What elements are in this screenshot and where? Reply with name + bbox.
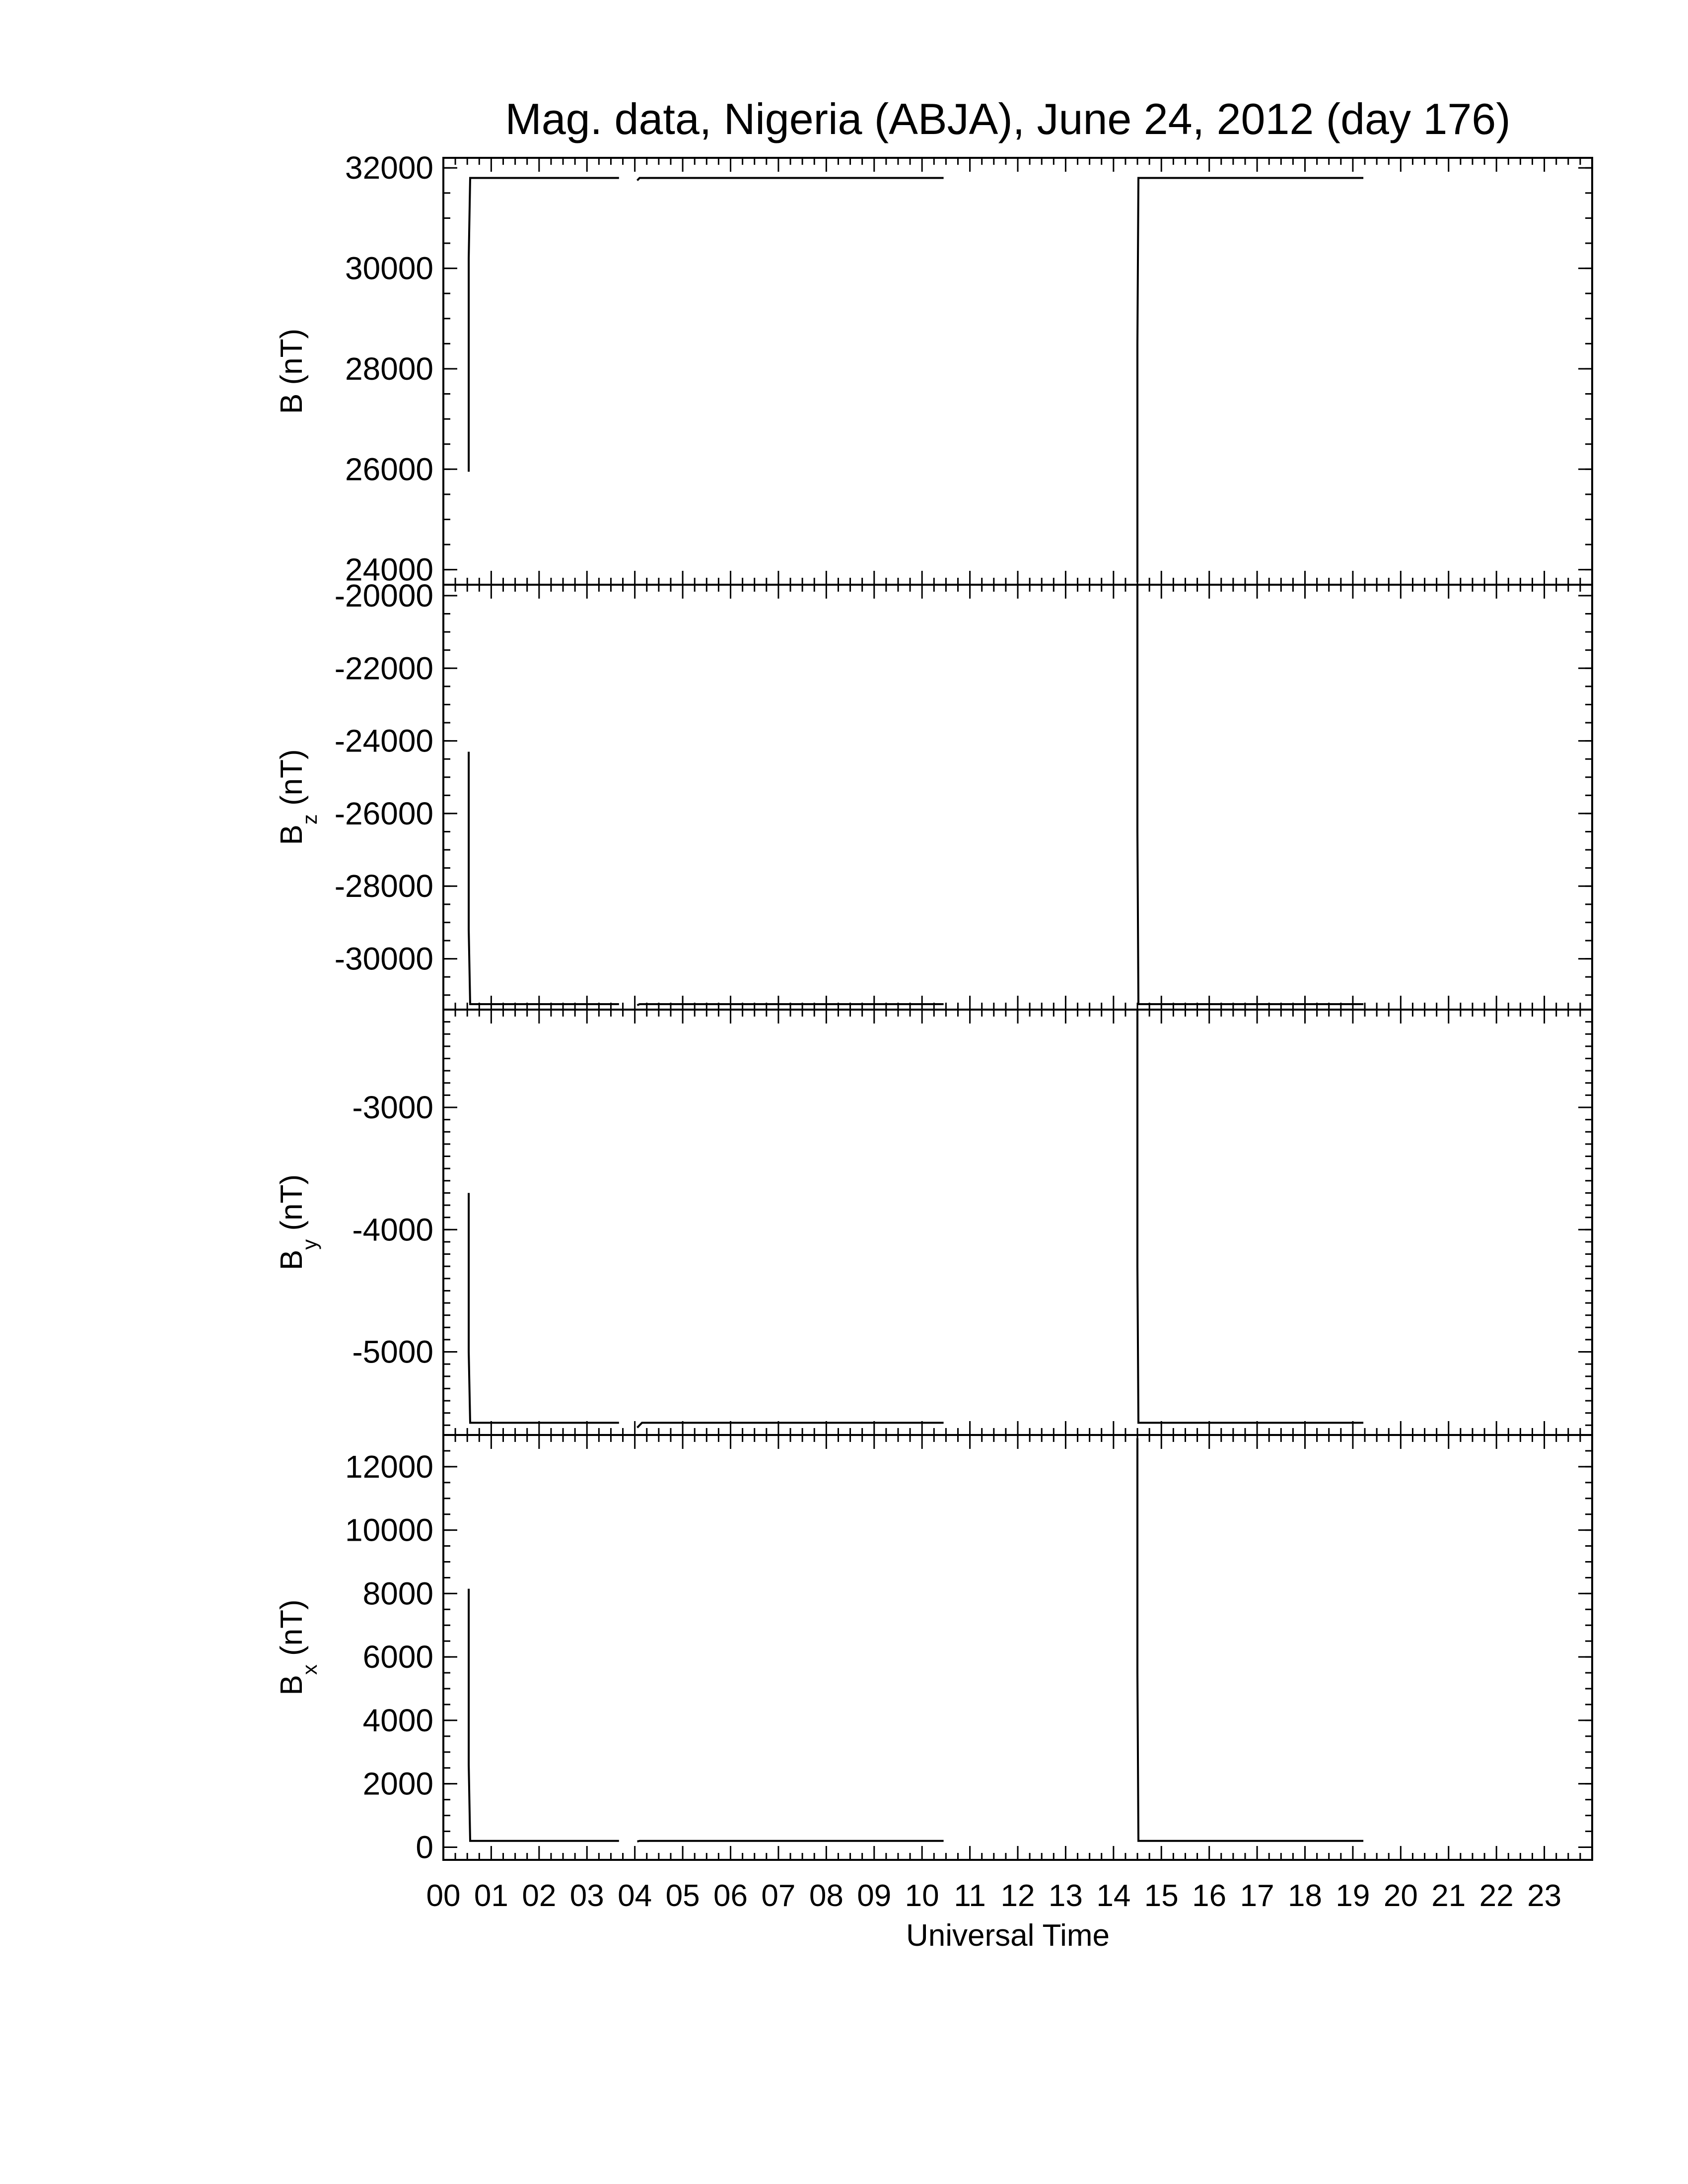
x-axis-label: Universal Time [906,1918,1110,1953]
y-tick-label: 30000 [345,250,433,286]
y-tick-label: -3000 [352,1090,433,1126]
x-tick-label: 16 [1192,1879,1227,1913]
x-tick-label: 11 [954,1879,986,1913]
y-tick-label: 28000 [345,350,433,387]
x-tick-label: 09 [857,1879,892,1913]
x-tick-label: 23 [1527,1879,1562,1913]
y-tick-label: 10000 [345,1512,433,1548]
y-axis-label-subscript: x [298,1664,321,1675]
x-tick-label: 07 [761,1879,796,1913]
y-tick-label: 32000 [345,150,433,186]
data-series-line [637,1841,944,1842]
y-axis-label-subscript: y [298,1239,321,1250]
y-axis-label-symbol: B [275,824,309,845]
x-tick-label: 01 [474,1879,508,1913]
x-tick-label: 17 [1240,1879,1274,1913]
y-tick-label: -28000 [334,868,433,904]
y-axis-label: B (nT) [275,328,309,414]
y-tick-label: 2000 [362,1766,433,1802]
y-tick-label: 26000 [345,451,433,487]
x-tick-label: 03 [569,1879,604,1913]
x-tick-label: 02 [522,1879,557,1913]
y-axis-label-symbol: B [275,1675,309,1696]
y-tick-label: 4000 [362,1702,433,1738]
x-tick-label: 18 [1288,1879,1322,1913]
x-tick-label: 12 [1000,1879,1035,1913]
y-tick-label: 6000 [362,1639,433,1675]
x-tick-label: 21 [1431,1879,1466,1913]
x-tick-label: 05 [665,1879,700,1913]
x-tick-label: 20 [1383,1879,1418,1913]
x-tick-label: 00 [426,1879,461,1913]
y-tick-label: 8000 [362,1575,433,1612]
y-tick-label: 24000 [345,551,433,588]
chart-title: Mag. data, Nigeria (ABJA), June 24, 2012 (day 176) [505,94,1511,143]
y-tick-label: 0 [416,1829,433,1865]
x-tick-label: 15 [1144,1879,1179,1913]
data-series-line [637,1004,944,1005]
x-tick-label: 08 [809,1879,844,1913]
y-tick-label: -24000 [334,723,433,759]
x-tick-label: 13 [1048,1879,1083,1913]
y-axis-label-unit: (nT) [275,1174,309,1239]
y-axis-label-symbol: B [275,1249,309,1271]
x-tick-label: 19 [1336,1879,1370,1913]
y-tick-label: -26000 [334,795,433,831]
y-tick-label: 12000 [345,1448,433,1485]
y-axis-label-subscript: z [298,814,321,825]
y-tick-label: -22000 [334,650,433,686]
x-tick-label: 10 [905,1879,939,1913]
x-tick-label: 14 [1096,1879,1131,1913]
x-tick-label: 04 [618,1879,652,1913]
y-tick-label: -30000 [334,941,433,977]
y-tick-label: -5000 [352,1334,433,1370]
y-tick-label: -20000 [334,577,433,614]
x-tick-label: 22 [1479,1879,1514,1913]
x-tick-label: 06 [713,1879,748,1913]
y-tick-label: -4000 [352,1212,433,1248]
y-axis-label-unit: (nT) [275,1599,309,1665]
y-axis-label-unit: (nT) [275,749,309,815]
